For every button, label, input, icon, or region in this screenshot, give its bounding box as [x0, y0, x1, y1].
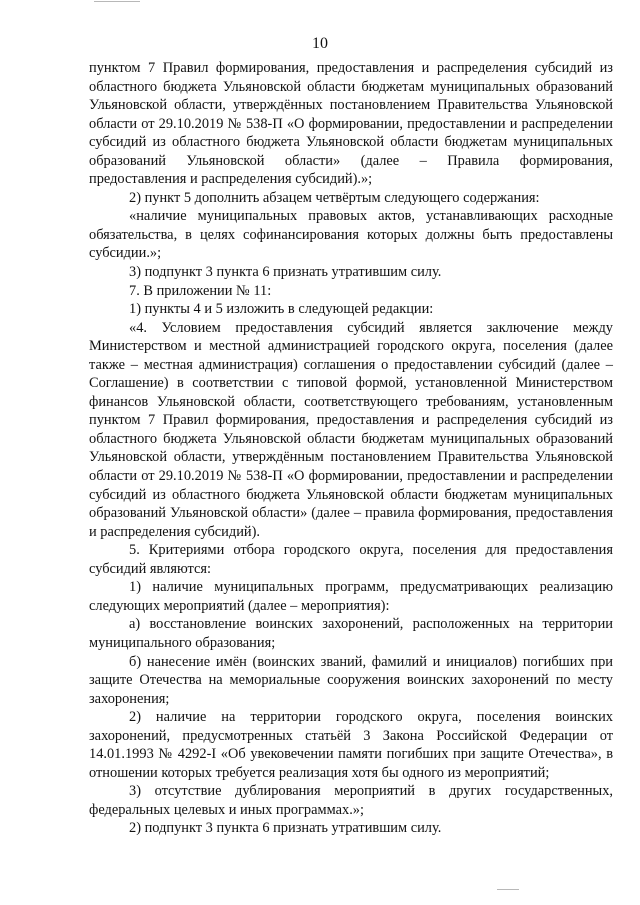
paragraph: 2) наличие на территории городского округа, поселения воинских захоронений, предусмотренных статьёй 3 Закона Российской Федерации от 14.01.1993 № 4292-I «Об увековечении памяти погибших при защите Отечества», в отношении которых требуется реализация хотя бы одного из мероприятий;	[89, 709, 613, 781]
paragraph: 3) отсутствие дублирования мероприятий в других государственных, федеральных целевых и иных программах.»;	[89, 783, 613, 818]
paragraph: 3) подпункт 3 пункта 6 признать утратившим силу.	[129, 264, 442, 281]
paragraph: «4. Условием предоставления субсидий является заключение между Министерством и местной администрацией городского округа, поселения (далее также – местная администрация) соглашения о предоставлении субсидий (далее – Соглашение) в соответствии с типовой формой, установленной Министерством финансов Ульяновской области, соответствующего требованиям, установленным пунктом 7 Правил формирования, предоставления и распределения субсидий из областного бюджета Ульяновской области бюджетам муниципальных образований Ульяновской области, утверждённым постановлением Правительства Ульяновской области от 29.10.2019 № 538-П «О формировании, предоставлении и распределении субсидий из областного бюджета Ульяновской области бюджетам муниципальных образований Ульяновской области» (далее – правила формирования, предоставления и распределения субсидий).	[89, 319, 613, 540]
paragraph: 5. Критериями отбора городского округа, поселения для предоставления субсидий являются:	[89, 542, 613, 577]
paragraph: «наличие муниципальных правовых актов, устанавливающих расходные обязательства, в целях софинансирования которых должны быть предоставлены субсидии.»;	[89, 208, 613, 262]
document-body	[89, 59, 613, 838]
paragraph: а) восстановление воинских захоронений, расположенных на территории муниципального образования;	[89, 616, 613, 651]
paragraph: 7. В приложении № 11:	[129, 282, 272, 299]
page-number: 10	[312, 35, 328, 52]
scan-artifact-bottom	[497, 889, 519, 890]
paragraph: 2) пункт 5 дополнить абзацем четвёртым следующего содержания:	[129, 189, 540, 206]
paragraph: 1) пункты 4 и 5 изложить в следующей редакции:	[129, 301, 434, 318]
paragraph: 1) наличие муниципальных программ, предусматривающих реализацию следующих мероприятий (далее – мероприятия):	[89, 579, 613, 614]
paragraph: б) нанесение имён (воинских званий, фамилий и инициалов) погибших при защите Отечества на мемориальные сооружения воинских захоронений по месту захоронения;	[89, 653, 613, 707]
scan-artifact-top	[94, 1, 140, 2]
paragraph: пунктом 7 Правил формирования, предоставления и распределения субсидий из областного бюджета Ульяновской области бюджетам муниципальных образований Ульяновской области, утверждённых постановлением Правительства Ульяновской области от 29.10.2019 № 538-П «О формировании, предоставлении и распределении субсидий из областного бюджета Ульяновской области бюджетам муниципальных образований Ульяновской области» (далее – Правила формирования, предоставления и распределения субсидий).»;	[89, 60, 613, 188]
paragraph: 2) подпункт 3 пункта 6 признать утратившим силу.	[129, 820, 442, 837]
